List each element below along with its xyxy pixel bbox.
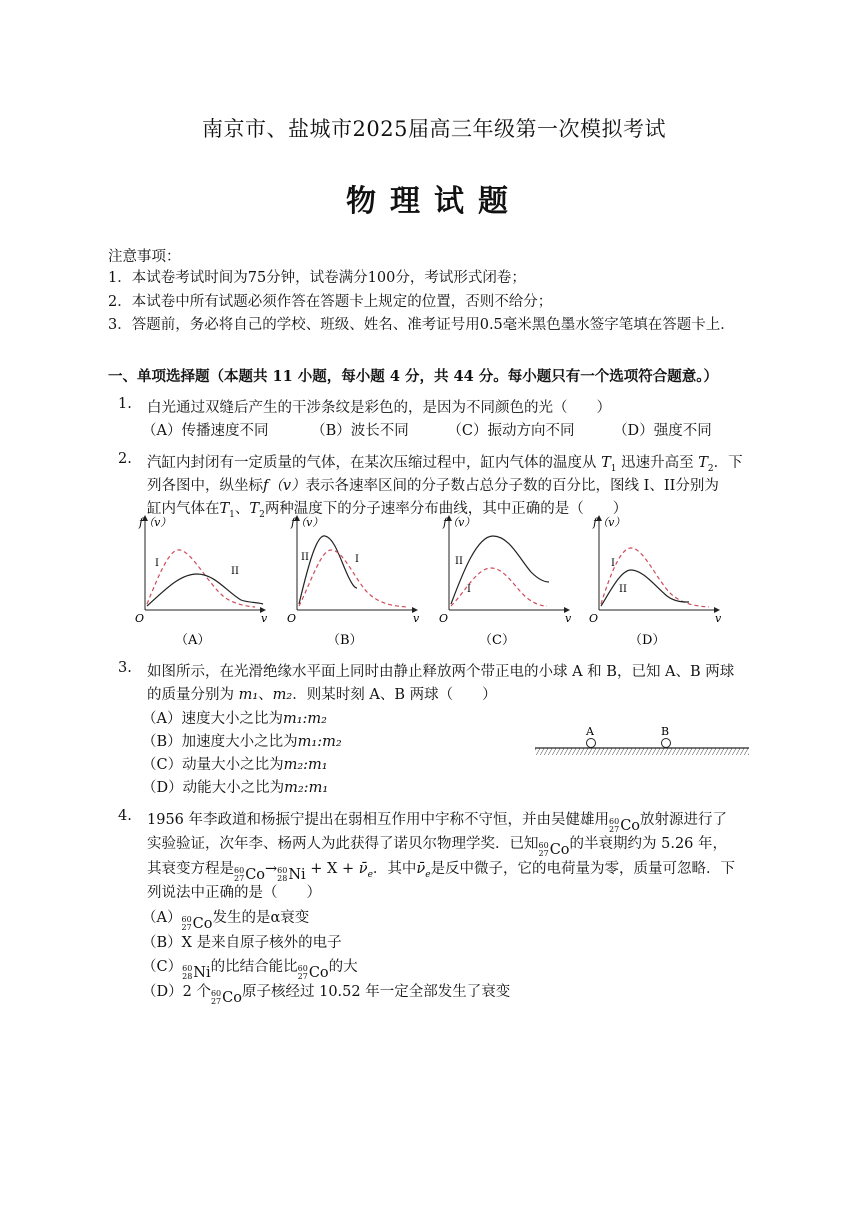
co60-symbol: 60 27 Co [609, 817, 641, 834]
q2-line1c: ．下 [713, 455, 743, 471]
q2-line2a: 列各图中，纵坐标 [147, 478, 263, 494]
exam-title: 南京市、盐城市2025届高三年级第一次模拟考试 [202, 117, 666, 141]
q4-option-c[interactable]: （C） 60 28 Ni 的比结合能比 60 27 Co 的大 [142, 959, 358, 981]
graph-a[interactable] [135, 516, 268, 625]
q2-fv: f（v） [263, 478, 306, 494]
notice-heading: 注意事项： [108, 249, 181, 265]
q2-line1a: 汽缸内封闭有一定质量的气体，在某次压缩过程中，缸内气体的温度从 [147, 455, 597, 471]
graph-a-origin: O [135, 612, 145, 625]
graph-b-xlabel: v [413, 612, 420, 625]
graph-c-curve-2 [451, 536, 549, 604]
graph-d-label-1: I [611, 558, 615, 569]
q4-number: 4. [118, 808, 132, 824]
q2-t1: T [601, 455, 611, 471]
graph-b-curve-1 [299, 550, 407, 607]
graph-c-ylabel: f（v） [443, 516, 476, 529]
q3-option-c[interactable]: （C）动量大小之比为m₂:m₁ [142, 757, 328, 773]
q2-line2 [147, 474, 719, 495]
graph-b-origin: O [287, 612, 297, 625]
graph-c[interactable] [439, 516, 572, 625]
q3-m1: m₁ [238, 687, 259, 703]
q3-option-b[interactable]: （B）加速度大小之比为m₁:m₂ [142, 734, 342, 750]
q4-option-a[interactable]: （A） 60 27 Co 发生的是α衰变 [142, 910, 310, 932]
q2-line3b: 两种温度下的分子速率分布曲线，其中正确的是（ ） [264, 501, 628, 517]
ball-b [662, 739, 671, 748]
graph-c-origin: O [439, 612, 449, 625]
q4-line3: 其衰变方程是 60 27 Co → 60 28 Ni + $X + \nū_e$．其中$\nū_e$是反中微子，它的电荷量为零，质量可忽略．下 [147, 861, 736, 883]
graph-b-label-1: I [355, 554, 359, 565]
graph-d-curve-1 [601, 548, 709, 607]
notice-item-3: 3．答题前，务必将自己的学校、班级、姓名、准考证号用0.5毫米黑色墨水签字笔填在答题卡上． [108, 317, 735, 333]
graph-b-ylabel: f（v） [291, 516, 324, 529]
q4-line4: 列说法中正确的是（ ） [147, 885, 321, 901]
graph-b-caption: （B） [327, 633, 363, 648]
q2-line2b: 表示各速率区间的分子数占总分子数的百分比，图线 I、II分别为 [305, 478, 719, 494]
ball-a-label: A [586, 725, 594, 738]
q4-option-b[interactable]: （B）X 是来自原子核外的电子 [142, 935, 342, 951]
q3-option-d[interactable]: （D）动能大小之比为m₂:m₁ [142, 780, 329, 796]
graph-d-curve-2 [601, 570, 689, 606]
graph-c-label-2: II [455, 556, 463, 567]
graph-d-caption: （D） [629, 633, 666, 648]
graph-c-label-1: I [467, 584, 471, 595]
q1-option-c[interactable]: （C）振动方向不同 [447, 423, 575, 439]
q2-line3a: 缸内气体在 [147, 501, 220, 517]
notice-item-2: 2．本试卷中所有试题必须作答在答题卡上规定的位置，否则不给分； [108, 294, 553, 310]
q4-line2: 实验验证，次年李、杨两人为此获得了诺贝尔物理学奖．已知 60 27 Co 的半衰期约为 5.26 年， [147, 836, 728, 858]
co60-symbol: 60 27 Co [538, 841, 570, 858]
q3-line2: 的质量分别为 m₁、m₂．则某时刻 A、B 两球（ ） [147, 687, 497, 703]
q2-line1 [147, 451, 743, 474]
q3-m2: m₂ [272, 687, 293, 703]
q2-line3: 缸内气体在$T_1$、$T_2$两种温度下的分子速率分布曲线，其中正确的是（ ） [147, 501, 628, 520]
notice-item-1: 1．本试卷考试时间为75分钟，试卷满分100分，考试形式闭卷； [108, 270, 526, 286]
co60-symbol: 60 27 Co [210, 989, 242, 1006]
graph-a-label-1: I [155, 558, 159, 569]
graph-c-caption: （C） [479, 633, 515, 648]
graph-a-label-2: II [231, 566, 239, 577]
graph-b[interactable] [287, 516, 420, 625]
q3-option-a[interactable]: （A）速度大小之比为m₁:m₂ [142, 711, 327, 727]
q1-number: 1. [118, 396, 132, 412]
q2-t2-sub: 2 [707, 463, 714, 474]
ni60-symbol: 60 28 Ni [182, 964, 211, 981]
subject-title: 物理试题 [346, 184, 522, 219]
graph-d-origin: O [589, 612, 599, 625]
graph-b-label-2: II [301, 552, 309, 563]
graph-d-ylabel: f（v） [593, 516, 626, 529]
q3-number: 3. [118, 660, 132, 676]
co60-symbol: 60 27 Co [234, 866, 266, 883]
q3-figure [535, 722, 751, 758]
graph-d-label-2: II [619, 584, 627, 595]
q1-option-b[interactable]: （B）波长不同 [311, 423, 409, 439]
q4-option-d[interactable]: （D）2 个 60 27 Co 原子核经过 10.52 年一定全部发生了衰变 [142, 984, 511, 1006]
antineutrino: ν̄ [358, 861, 368, 877]
q2-line1b: 迅速升高至 [621, 455, 694, 471]
graph-d-xlabel: v [715, 612, 722, 625]
q1-option-a[interactable]: （A）传播速度不同 [142, 423, 269, 439]
ball-a [587, 739, 596, 748]
graph-d[interactable] [589, 516, 722, 625]
graph-a-xlabel: v [261, 612, 268, 625]
q1-stem: 白光通过双缝后产生的干涉条纹是彩色的，是因为不同颜色的光（ ） [147, 400, 611, 416]
graph-c-xlabel: v [565, 612, 572, 625]
q3-line1: 如图所示，在光滑绝缘水平面上同时由静止释放两个带正电的小球 A 和 B，已知 A、B 两球 [147, 664, 735, 680]
co60-symbol: 60 27 Co [181, 915, 213, 932]
q2-t1-sub: 1 [610, 463, 617, 474]
q2-graphs [125, 512, 765, 652]
co60-symbol: 60 27 Co [297, 964, 329, 981]
q2-number: 2. [118, 451, 132, 467]
ni60-symbol: 60 28 Ni [277, 866, 306, 883]
graph-a-curve-2 [147, 574, 263, 606]
q1-option-d[interactable]: （D）强度不同 [613, 423, 712, 439]
q4-line1: 1956 年李政道和杨振宁提出在弱相互作用中宇称不守恒，并由吴健雄用 60 27 Co 放射源进行了 [147, 812, 728, 834]
graph-a-caption: （A） [175, 633, 211, 648]
ball-b-label: B [661, 725, 670, 738]
graph-b-curve-2 [299, 536, 357, 604]
section-heading: 一、单项选择题（本题共 11 小题，每小题 4 分，共 44 分。每小题只有一个选项符合题意。） [108, 368, 718, 385]
q1-options [142, 419, 748, 440]
q3-line2a: 的质量分别为 [147, 687, 234, 703]
q3-line2b: ．则某时刻 A、B 两球（ ） [292, 687, 497, 703]
q2-t2: T [698, 455, 708, 471]
graph-a-ylabel: f（v） [139, 516, 172, 529]
